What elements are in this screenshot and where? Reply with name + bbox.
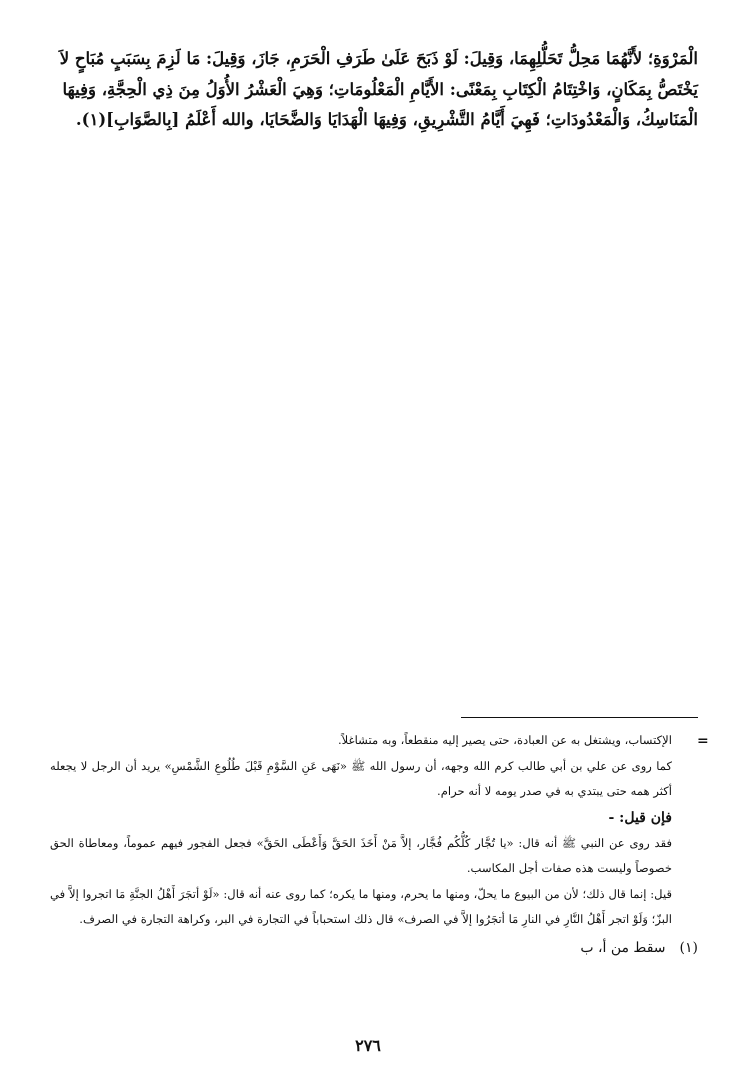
main-text-line: يَخْتَصُّ بِمَكَانٍ، وَاخْتِتَامُ الْكِتَابِ بِمَعْنًى: الأَيَّامِ الْمَعْلُومَاتِ؛ وَهِيَ الْعَشْرُ الأُوَلُ مِنَ ذِي الْحِجَّةِ، وَفِيهَا [62, 79, 698, 99]
footnote-separator-rule [461, 717, 698, 718]
footnote-1-text: سقط من أ، ب [580, 939, 666, 956]
footnote-heading: فإن قيل: - [608, 809, 672, 826]
page-number: ٢٧٦ [355, 1036, 381, 1055]
footnote-paragraph: الإكتساب، ويشتغل به عن العبادة، حتى يصير إليه منقطعاً، وبه متشاغلاً. [337, 733, 672, 747]
footnote-paragraph: قيل: إنما قال ذلك؛ لأن من البيوع ما يحلّ، ومنها ما يحرم، ومنها ما يكره؛ كما روى عنه أنه قال: «لَوْ أتجَرَ أَهْلُ الجنَّةِ مَا اتجروا إلاَّ في البزّ؛ وَلَوْ اتجر أَهْلُ النَّارِ في النارِ مَا أتجَرُوا إلاَّ في الصرف» قال ذلك استحباباً في التجارة في البر، وكراهة التجارة في الصرف. [50, 886, 672, 926]
main-text-block [50, 44, 698, 136]
footnote-paragraph: كما روى عن علي بن أبي طالب كرم الله وجهه، أن رسول الله ﷺ «نَهَى عَنِ السَّوْمِ قَبْلَ طُلُوعِ الشَّمْسِ» يريد أن الرجل لا يجعله أكثر همه حتى يبتدي به في صدر يومه لا أنه حرام. [50, 758, 672, 798]
footnote-1 [50, 937, 698, 959]
footnotes-block [50, 728, 698, 959]
main-text-line: الْمَرْوَةِ؛ لأَنَّهُمَا مَحِلُّ تَحَلُّلِهِمَا، وَقِيلَ: لَوْ ذَبَحَ عَلَىٰ طَرَفِ الْحَرَمِ، جَازَ، وَقِيلَ: مَا لَزِمَ بِسَبَبٍ مُبَاحٍ لاَ [59, 49, 698, 68]
main-text-line: الْمَنَاسِكُ، وَالْمَعْدُودَاتِ؛ فَهِيَ أَيَّامُ التَّشْرِيقِ، وَفِيهَا الْهَدَايَا وَالضَّحَايَا، والله أَعْلَمُ [بِالصَّوَابِ](١). [75, 110, 698, 129]
footnote-1-number: (١) [679, 939, 698, 956]
footnote-paragraph: فقد روى عن النبي ﷺ أنه قال: «يا تُجَّار كُلُّكُم فُجَّار، إلاَّ مَنْ أَخَذَ الحَقَّ وَأَعْطَى الحَقَّ» فجعل الفجور فيهم عموماً، ومعاطاة الحق خصوصاً وليست هذه صفات أجل المكاسب. [50, 835, 672, 875]
footnote-continuation-mark: = [697, 733, 709, 749]
